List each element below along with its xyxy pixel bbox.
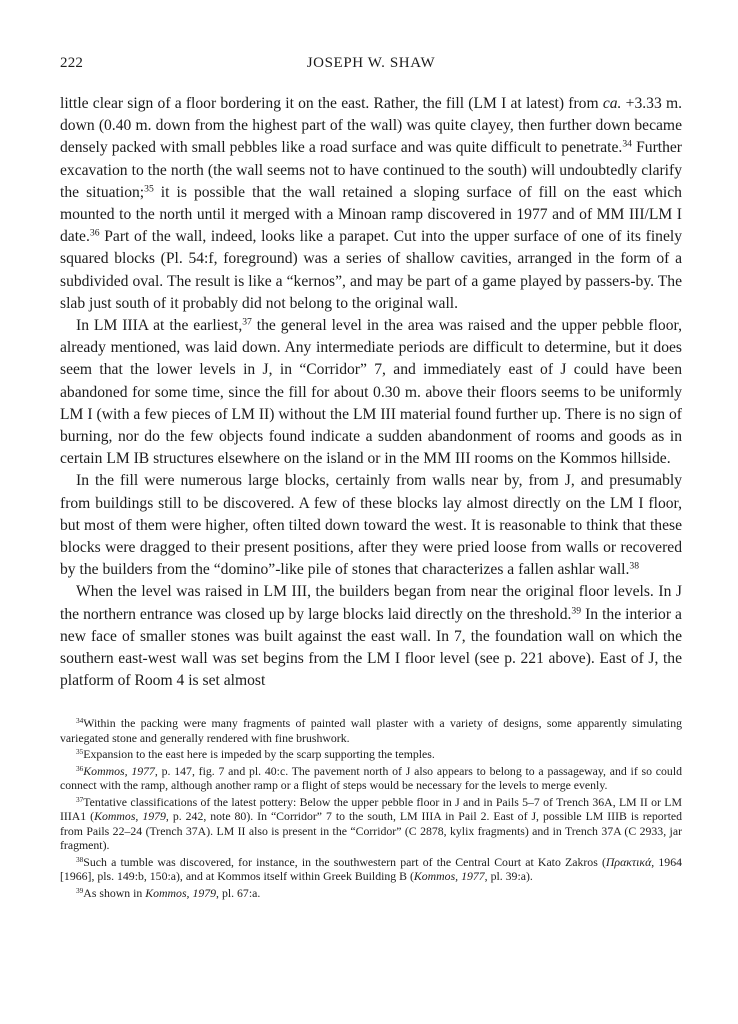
italic-text: Kommos, 1979 <box>94 809 166 824</box>
footnote <box>60 855 682 884</box>
note-reference: 34 <box>622 139 632 151</box>
note-reference: 35 <box>76 747 84 757</box>
footnote <box>60 886 682 901</box>
body-paragraph <box>60 581 682 692</box>
text-run: Such a tumble was discovered, for instance, in the southwestern part of the Central Court at Kato Zakros ( <box>83 854 606 869</box>
note-reference: 37 <box>242 316 252 328</box>
note-reference: 37 <box>76 794 84 804</box>
text-run: , pl. 39:a). <box>484 869 533 884</box>
note-reference: 36 <box>76 763 84 773</box>
text-run: Within the packing were many fragments of painted wall plaster with a variety of designs, some apparently simulating variegated stone and generally rendered with fine brushwork. <box>60 716 682 745</box>
running-head <box>60 55 682 77</box>
text-run: Expansion to the east here is impeded by the scarp supporting the temples. <box>83 747 435 762</box>
page-number: 222 <box>60 55 84 71</box>
note-reference: 35 <box>144 183 154 195</box>
text-run: +3.33 m. down (0.40 m. down from the highest part of the wall) was quite clayey, then further down became densely packed with small pebbles like a road surface and was quite difficult to penetrate. <box>60 95 682 157</box>
italic-text: Kommos, 1979 <box>145 885 217 900</box>
footnote <box>60 795 682 853</box>
running-head-author: JOSEPH W. SHAW <box>306 55 436 71</box>
italic-text: Πρακτικά <box>605 854 652 869</box>
text-run: the general level in the area was raised and the upper pebble floor, already mentioned, was laid down. Any intermediate periods are difficult to determine, but it does seem that the lower levels in J, in “Corridor” 7, and immediately east of J could have been abandoned for some time, since the fill for about 0.30 m. above their floors seems to be uniformly LM I (with a few pieces of LM II) without the LM III material found further up. There is no sign of burning, nor do the few objects found indicate a sudden abandonment of rooms and goods as in certain LM IB structures elsewhere on the island or in the MM III rooms on the Kommos hillside. <box>60 317 682 468</box>
page <box>60 55 682 902</box>
text-run: Part of the wall, indeed, looks like a parapet. Cut into the upper surface of one of its finely squared blocks (Pl. 54:f, foreground) was a series of shallow cavities, arranged in the form of a subdivided oval. The result is like a “kernos”, and may be part of a game played by passers-by. The slab just south of it probably did not belong to the original wall. <box>60 228 682 312</box>
text-run: Further excavation to the north (the wall seems not to have continued to the south) will undoubtedly clarify the situation; <box>60 139 682 201</box>
text-run: In the fill were numerous large blocks, certainly from walls near by, from J, and presumably from buildings still to be discovered. A few of these blocks lay almost directly on the LM I floor, but most of them were higher, often tilted down toward the west. It is reasonable to think that these blocks were dragged to their present positions, after they were pried loose from walls or recovered by the builders from the “domino”-like pile of stones that characterizes a fallen ashlar wall. <box>60 472 682 579</box>
text-run: , 1964 [1966], pls. 149:b, 150:a), and at Kommos itself within Greek Building B ( <box>60 854 682 884</box>
footnote <box>60 716 682 745</box>
note-reference: 38 <box>76 854 84 864</box>
body-text <box>60 93 682 692</box>
text-run: Tentative classifications of the latest pottery: Below the upper pebble floor in J and in Pails 5–7 of Trench 36A, LM II or LM IIIA1 ( <box>60 794 682 824</box>
note-reference: 39 <box>76 885 84 895</box>
note-reference: 34 <box>76 716 84 726</box>
text-run: little clear sign of a floor bordering it on the east. Rather, the fill (LM I at latest) from <box>60 95 603 112</box>
italic-text: ca. <box>602 95 622 112</box>
note-reference: 36 <box>89 227 100 239</box>
italic-text: Kommos, 1977 <box>413 869 485 884</box>
body-paragraph <box>60 470 682 581</box>
body-paragraph <box>60 93 682 315</box>
text-run: In the interior a new face of smaller stones was built against the east wall. In 7, the foundation wall on which the southern east-west wall was set begins from the LM I floor level (see p. 221 above). East of J, the platform of Room 4 is set almost <box>60 605 682 690</box>
text-run: , p. 242, note 80). In “Corridor” 7 to the south, LM IIIA in Pail 2. East of J, possible LM IIIB is reported from Pails 22–24 (Trench 37A). LM II also is present in the “Corridor” (C 2878, kylix fragments) and in Trench 37A (C 2933, jar fragment). <box>60 809 682 853</box>
body-paragraph <box>60 315 682 470</box>
footnotes <box>60 716 682 900</box>
text-run: it is possible that the wall retained a sloping surface of fill on the east which mounted to the north until it merged with a Minoan ramp discovered in 1977 and of MM III/LM I date. <box>60 183 682 246</box>
italic-text: Kommos, 1977 <box>83 763 155 778</box>
note-reference: 39 <box>571 605 582 617</box>
text-run: , pl. 67:a. <box>216 885 261 900</box>
footnote <box>60 764 682 793</box>
text-run: In LM IIIA at the earliest, <box>76 317 243 335</box>
text-run: , p. 147, fig. 7 and pl. 40:c. The pavement north of J also appears to belong to a passageway, and if so could connect with the ramp, although another ramp or a flight of steps would be necessary for the levels to merge evenly. <box>60 763 682 793</box>
text-run: As shown in <box>83 885 146 900</box>
footnote <box>60 747 682 762</box>
text-run: When the level was raised in LM III, the builders began from near the original floor levels. In J the northern entrance was closed up by large blocks laid directly on the threshold. <box>60 583 682 623</box>
note-reference: 38 <box>629 560 640 572</box>
